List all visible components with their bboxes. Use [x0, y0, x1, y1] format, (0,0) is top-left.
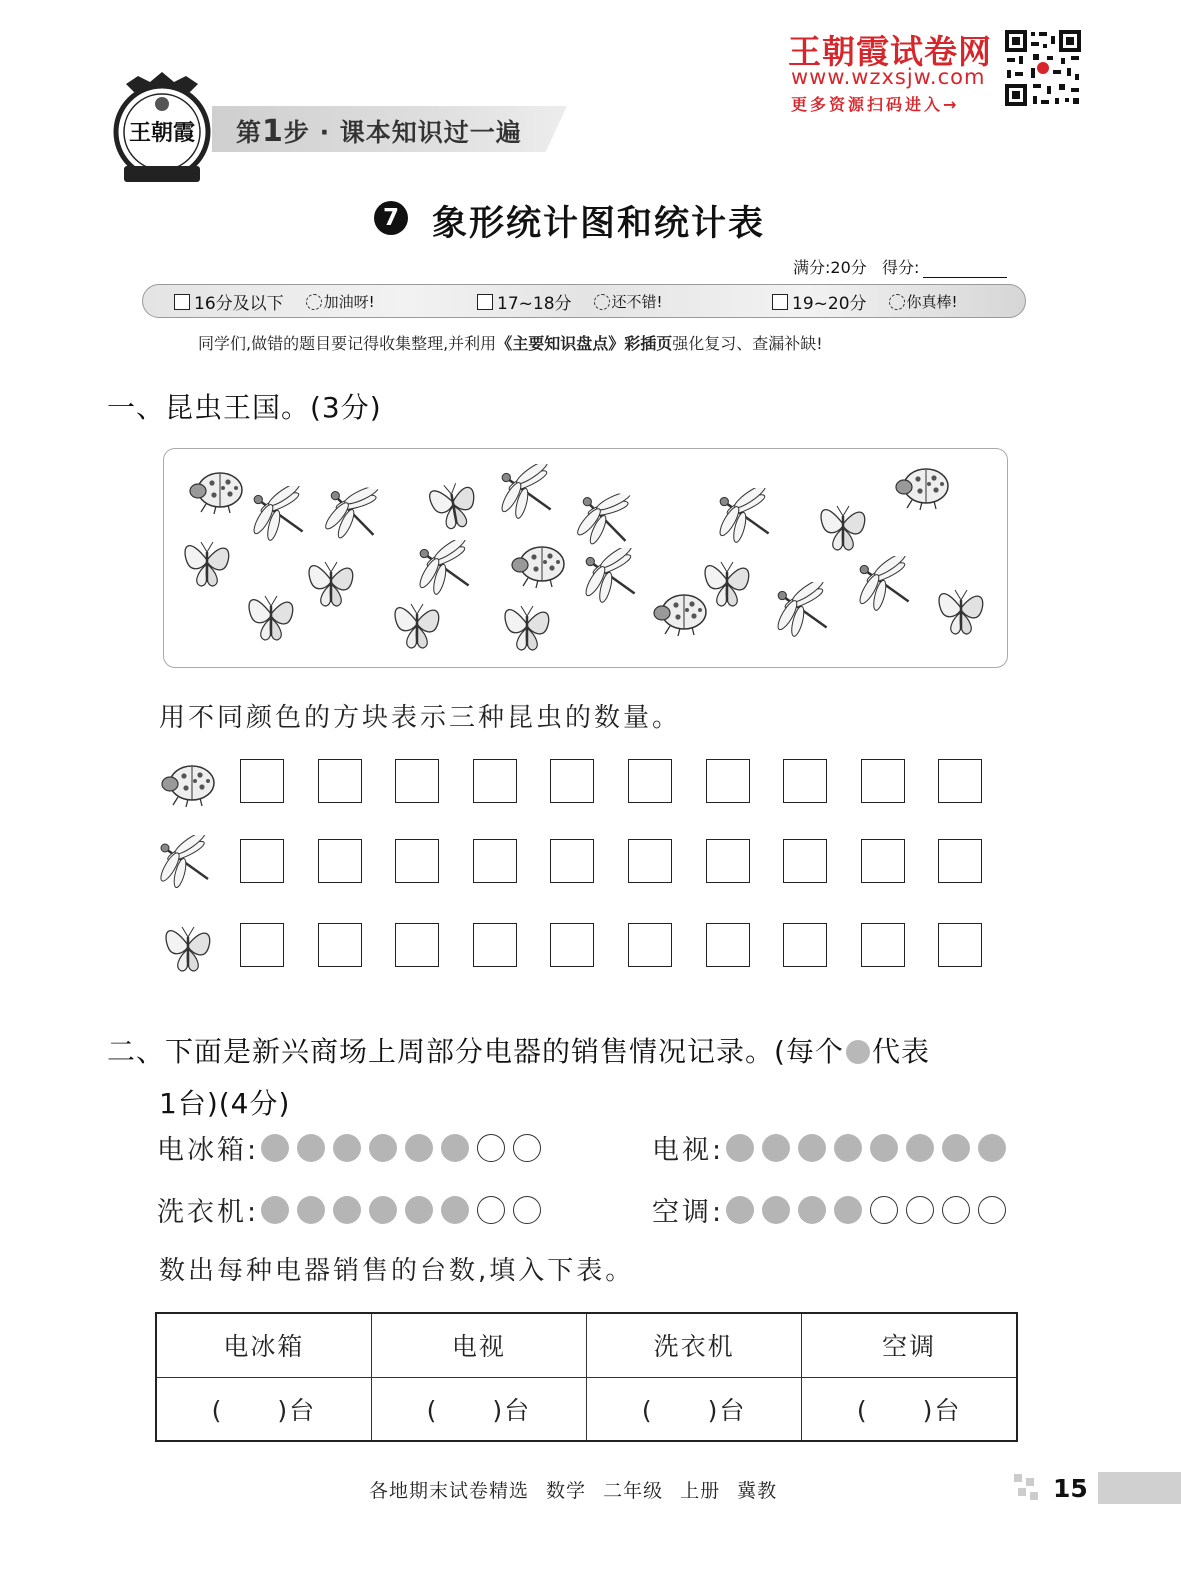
- logo-text: 王朝霞: [128, 121, 196, 146]
- section-2-instruction: 数出每种电器销售的台数,填入下表。: [159, 1256, 635, 1286]
- answer-square[interactable]: [706, 923, 750, 967]
- answer-square[interactable]: [628, 839, 672, 883]
- section-1-instruction: 用不同颜色的方块表示三种昆虫的数量。: [159, 703, 682, 733]
- table-header-cell: 洗衣机: [587, 1313, 802, 1377]
- dot-tally: [726, 1134, 1014, 1162]
- answer-square[interactable]: [938, 759, 982, 803]
- butterfly-icon: [395, 604, 439, 648]
- empty-dot: [906, 1196, 934, 1224]
- filled-dot: [906, 1134, 934, 1162]
- review-tip: 同学们,做错的题目要记得收集整理,并利用《主要知识盘点》彩插页强化复习、查漏补缺!: [198, 334, 823, 353]
- answer-square[interactable]: [318, 923, 362, 967]
- dot-tally: [261, 1134, 549, 1162]
- dot-tally: [726, 1196, 1014, 1224]
- dragonfly-icon: [251, 480, 303, 542]
- filled-dot: [978, 1134, 1006, 1162]
- rating-option[interactable]: 17~18分 还不错!: [477, 289, 663, 314]
- table-header-row: [156, 1313, 1017, 1377]
- site-name: 王朝霞试卷网: [788, 32, 992, 71]
- answer-square[interactable]: [938, 923, 982, 967]
- score-label: 得分:: [882, 258, 920, 277]
- empty-dot: [477, 1196, 505, 1224]
- rating-checkbox[interactable]: [772, 294, 788, 310]
- dragonfly-row: [156, 833, 996, 893]
- filled-dot: [297, 1196, 325, 1224]
- table-answer-row: [156, 1377, 1017, 1441]
- unit-number-badge: 7: [374, 201, 408, 235]
- answer-square[interactable]: [861, 839, 905, 883]
- page-number: 15: [1053, 1474, 1088, 1503]
- answer-square[interactable]: [240, 759, 284, 803]
- brand-logo-badge: [108, 70, 216, 188]
- butterfly-icon: [249, 596, 293, 640]
- unit-dot-icon: [846, 1040, 870, 1064]
- appliance-record: 电冰箱:: [157, 1128, 549, 1167]
- answer-square[interactable]: [395, 923, 439, 967]
- insect-kingdom-picture: [163, 448, 1008, 668]
- filled-dot: [834, 1196, 862, 1224]
- filled-dot: [297, 1134, 325, 1162]
- score-blank[interactable]: [923, 259, 1007, 278]
- filled-dot: [261, 1134, 289, 1162]
- score-line: [793, 255, 1007, 278]
- answer-square[interactable]: [628, 759, 672, 803]
- dragonfly-icon: [417, 534, 469, 596]
- smiley-icon: [889, 294, 905, 310]
- filled-dot: [441, 1134, 469, 1162]
- answer-cell[interactable]: ( )台: [156, 1377, 371, 1441]
- filled-dot: [369, 1196, 397, 1224]
- ladybug-row: [156, 753, 996, 813]
- answer-square[interactable]: [938, 839, 982, 883]
- dragonfly-icon: [583, 542, 635, 604]
- empty-dot: [513, 1196, 541, 1224]
- dragonfly-icon: [321, 475, 383, 545]
- butterfly-icon: [428, 481, 479, 532]
- butterfly-icon: [705, 562, 749, 606]
- dragonfly-icon: [499, 458, 551, 520]
- butterfly-icon: [821, 506, 865, 550]
- filled-dot: [870, 1134, 898, 1162]
- filled-dot: [726, 1196, 754, 1224]
- answer-cell[interactable]: ( )台: [587, 1377, 802, 1441]
- filled-dot: [762, 1134, 790, 1162]
- filled-dot: [405, 1134, 433, 1162]
- page-tab: [1098, 1472, 1181, 1504]
- answer-cell[interactable]: ( )台: [802, 1377, 1017, 1441]
- butterfly-icon: [505, 606, 549, 650]
- answer-square[interactable]: [473, 839, 517, 883]
- answer-cell[interactable]: ( )台: [371, 1377, 586, 1441]
- answer-square[interactable]: [395, 759, 439, 803]
- answer-square[interactable]: [395, 839, 439, 883]
- filled-dot: [333, 1196, 361, 1224]
- filled-dot: [333, 1134, 361, 1162]
- appliance-record: 空调:: [652, 1190, 1014, 1229]
- empty-dot: [477, 1134, 505, 1162]
- answer-square[interactable]: [550, 759, 594, 803]
- page-title: 象形统计图和统计表: [432, 204, 766, 244]
- empty-dot: [870, 1196, 898, 1224]
- butterfly-icon: [939, 590, 983, 634]
- answer-square[interactable]: [318, 759, 362, 803]
- ladybug-icon: [896, 469, 948, 510]
- rating-option[interactable]: 16分及以下 加油呀!: [174, 289, 375, 314]
- empty-dot: [942, 1196, 970, 1224]
- filled-dot: [798, 1196, 826, 1224]
- answer-square[interactable]: [861, 923, 905, 967]
- dragonfly-icon: [857, 550, 909, 612]
- table-header-cell: 电视: [371, 1313, 586, 1377]
- table-header-cell: 电冰箱: [156, 1313, 371, 1377]
- filled-dot: [798, 1134, 826, 1162]
- dragonfly-icon: [775, 576, 827, 638]
- smiley-icon: [306, 294, 322, 310]
- dot-tally: [261, 1196, 549, 1224]
- site-url[interactable]: www.wzxsjw.com: [791, 65, 986, 89]
- filled-dot: [405, 1196, 433, 1224]
- butterfly-icon: [185, 542, 229, 586]
- answer-square[interactable]: [783, 759, 827, 803]
- filled-dot: [834, 1134, 862, 1162]
- ladybug-icon: [654, 595, 706, 636]
- smiley-icon: [594, 294, 610, 310]
- dragonfly-icon: [717, 482, 769, 544]
- filled-dot: [726, 1134, 754, 1162]
- dragonfly-icon: [156, 833, 220, 893]
- answer-square[interactable]: [550, 923, 594, 967]
- rating-option[interactable]: 19~20分 你真棒!: [772, 289, 958, 314]
- filled-dot: [942, 1134, 970, 1162]
- site-more-link[interactable]: 更多资源扫码进入→: [791, 95, 960, 114]
- qr-code-icon[interactable]: [1003, 28, 1083, 108]
- filled-dot: [261, 1196, 289, 1224]
- ladybug-icon: [512, 547, 564, 588]
- appliance-record: 洗衣机:: [157, 1190, 549, 1229]
- answer-square[interactable]: [473, 759, 517, 803]
- empty-dot: [513, 1134, 541, 1162]
- answer-square[interactable]: [861, 759, 905, 803]
- filled-dot: [762, 1196, 790, 1224]
- answer-square[interactable]: [240, 923, 284, 967]
- full-score: 满分:20分: [793, 258, 867, 277]
- footer-book-info: 各地期末试卷精选 数学 二年级 上册 冀教: [369, 1480, 778, 1502]
- filled-dot: [441, 1196, 469, 1224]
- dragonfly-icon: [573, 481, 635, 551]
- answer-square[interactable]: [783, 923, 827, 967]
- sales-table: [155, 1312, 1018, 1442]
- step-label: 第1步 · 课本知识过一遍: [236, 114, 522, 149]
- butterfly-row: [156, 917, 996, 977]
- answer-square[interactable]: [240, 839, 284, 883]
- filled-dot: [369, 1134, 397, 1162]
- section-1-heading: 一、昆虫王国。(3分): [107, 391, 382, 424]
- answer-square[interactable]: [318, 839, 362, 883]
- section-2-heading: 二、下面是新兴商场上周部分电器的销售情况记录。(每个 代表 1台)(4分): [107, 1035, 930, 1120]
- appliance-record: 电视:: [652, 1128, 1014, 1167]
- rating-checkbox[interactable]: [174, 294, 190, 310]
- answer-square[interactable]: [550, 839, 594, 883]
- rating-checkbox[interactable]: [477, 294, 493, 310]
- page-corner-decoration: [1014, 1474, 1040, 1504]
- table-header-cell: 空调: [802, 1313, 1017, 1377]
- answer-square[interactable]: [706, 839, 750, 883]
- ladybug-icon: [190, 473, 242, 514]
- butterfly-icon: [309, 562, 353, 606]
- answer-square[interactable]: [628, 923, 672, 967]
- empty-dot: [978, 1196, 1006, 1224]
- butterfly-icon: [156, 917, 220, 977]
- answer-square[interactable]: [473, 923, 517, 967]
- answer-square[interactable]: [783, 839, 827, 883]
- ladybug-icon: [156, 753, 220, 813]
- answer-square[interactable]: [706, 759, 750, 803]
